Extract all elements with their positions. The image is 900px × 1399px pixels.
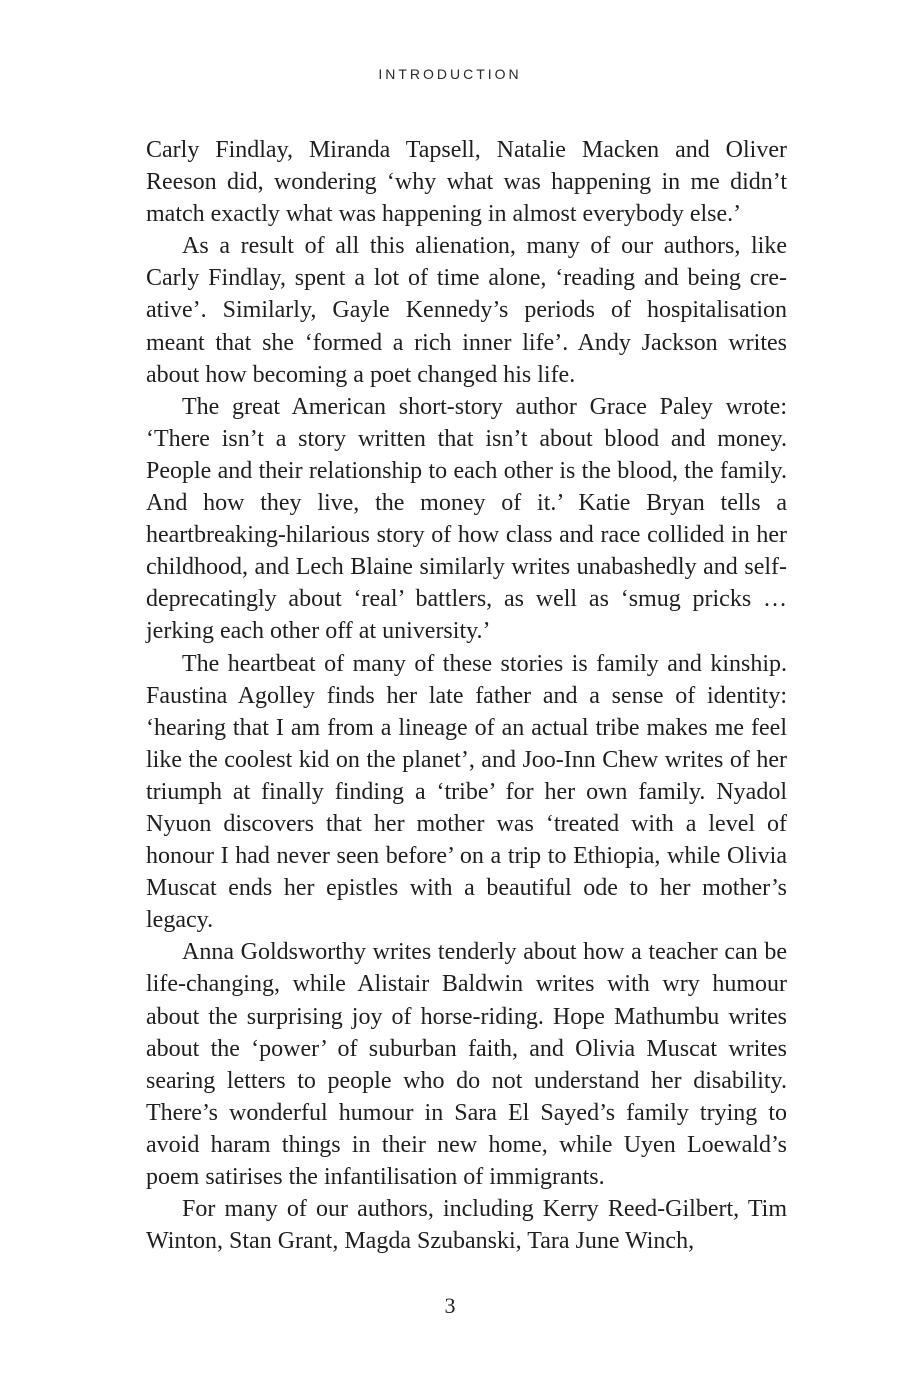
paragraph: The heartbeat of many of these stories is family and kinship. Faustina Agolley finds her late father and a sense of identity: ‘hearing that I am from a lineage of an actual tribe makes me feel like the coolest kid on the planet’, and Joo-Inn Chew writes of her triumph at finally finding a ‘tribe’ for her own family. Nyadol Nyuon discovers that her mother was ‘treated with a level of honour I had never seen before’ on a trip to Ethiopia, while Olivia Muscat ends her epistles with a beautiful ode to her mother’s legacy.	[146, 650, 787, 934]
paragraph: Anna Goldsworthy writes tenderly about how a teacher can be life-changing, while Alistair Baldwin writes with wry humour about the surprising joy of horse-riding. Hope Mathumbu writes about the ‘power’ of suburban faith, and Olivia Muscat writes searing letters to people who do not understand her disability. There’s wonderful humour in Sara El Sayed’s family trying to avoid haram things in their new home, while Uyen Loewald’s poem satirises the infantilisation of immigrants.	[146, 939, 787, 1190]
paragraph: The great American short-story author Grace Paley wrote: ‘There isn’t a story written that isn’t about blood and money. People and their relationship to each other is the blood, the family. And how they live, the money of it.’ Katie Bryan tells a heartbreaking-hilarious story of how class and race collided in her childhood, and Lech Blaine similarly writes unabashedly and self-deprecatingly about ‘real’ battlers, as well as ‘smug pricks … jerking each other off at university.’	[146, 393, 787, 645]
paragraph: As a result of all this alienation, many of our authors, like Carly Findlay, spent a lot of time alone, ‘reading and being creative’. Similarly, Gayle Kennedy’s periods of hospitalisation meant that she ‘formed a rich inner life’. Andy Jackson writes about how becoming a poet changed his life.	[146, 233, 787, 388]
paragraph: For many of our authors, including Kerry Reed-Gilbert, Tim Winton, Stan Grant, Magda Szubanski, Tara June Winch,	[146, 1196, 787, 1255]
running-head: INTRODUCTION	[378, 66, 522, 82]
page-number: 3	[444, 1293, 456, 1318]
paragraph: Carly Findlay, Miranda Tapsell, Natalie Macken and Oliver Reeson did, wondering ‘why what was happening in me didn’t match exactly what was happening in almost everybody else.’	[146, 137, 787, 228]
body-text	[146, 134, 787, 1257]
